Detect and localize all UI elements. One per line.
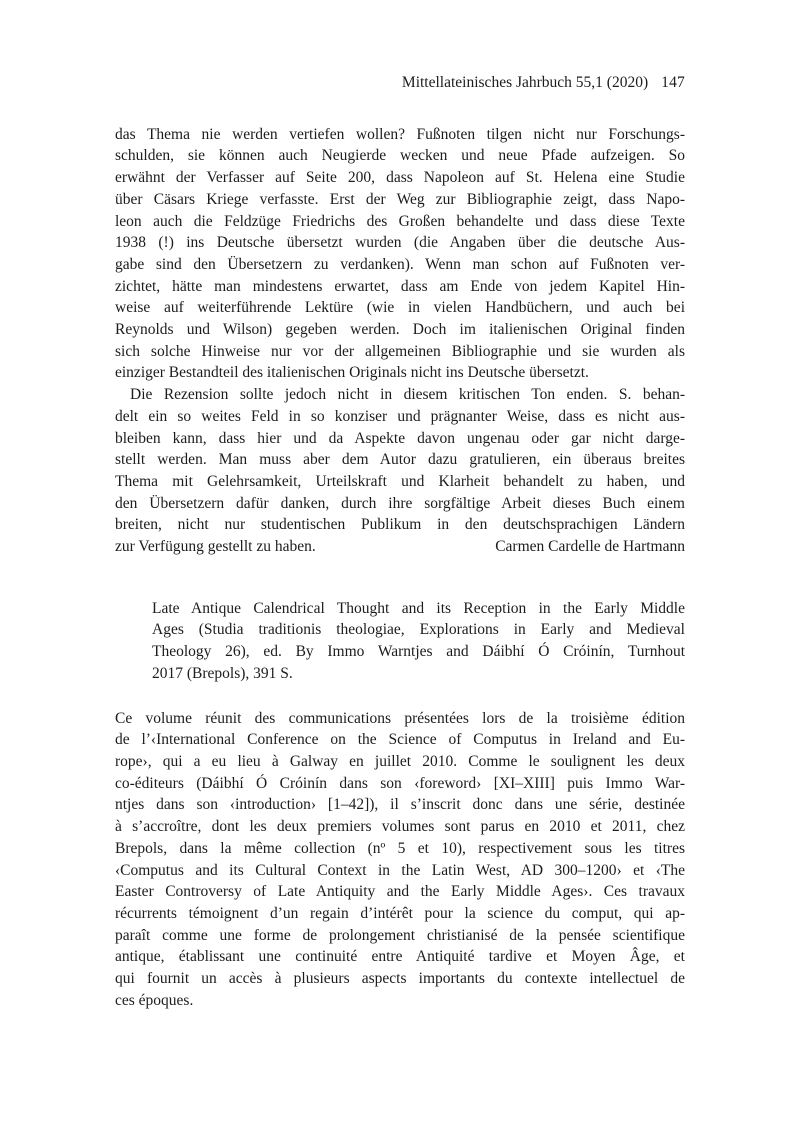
text-line: gabe sind den Übersetzern zu verdanken). Wenn man schon auf Fußnoten ver- xyxy=(115,255,685,273)
text-line: stellt werden. Man muss aber dem Autor dazu gratulieren, ein überaus breites xyxy=(115,451,685,469)
text-line: Easter Controversy of Late Antiquity and the Early Middle Ages›. Ces travaux xyxy=(115,883,685,901)
paragraph-continuation xyxy=(115,124,685,384)
text-line: Thema mit Gelehrsamkeit, Urteilskraft und Klarheit behandelt zu haben, und xyxy=(115,472,685,490)
text-line: leon auch die Feldzüge Friedrichs des Großen behandelte und dass diese Texte xyxy=(115,212,685,230)
closing-text: zur Verfügung gestellt zu haben. xyxy=(115,538,316,556)
text-line: récurrents témoignent d’un regain d’intérêt pour la science du comput, qui ap- xyxy=(115,904,685,922)
text-line: co-éditeurs (Dáibhí Ó Cróinín dans son ‹foreword› [XI–XIII] puis Immo War- xyxy=(115,774,685,792)
text-line: sich solche Hinweise nur vor der allgemeinen Bibliographie und sie wurden als xyxy=(115,342,685,360)
text-line: bleiben kann, dass hier und da Aspekte davon ungenau oder gar nicht darge- xyxy=(115,429,685,447)
text-line: zichtet, hätte man mindestens erwartet, dass am Ende von jedem Kapitel Hin- xyxy=(115,277,685,295)
text-line: Ce volume réunit des communications présentées lors de la troisième édition xyxy=(115,709,685,727)
journal-title: Mittellateinisches Jahrbuch 55,1 (2020) xyxy=(401,74,649,91)
text-line: 1938 (!) ins Deutsche übersetzt wurden (die Angaben über die deutsche Aus- xyxy=(115,234,685,252)
text-line: ‹Computus and its Cultural Context in the Latin West, AD 300–1200› et ‹The xyxy=(115,861,685,879)
paragraph-closing xyxy=(115,384,685,536)
text-line: paraît comme une forme de prolongement christianisé de la pensée scientifique xyxy=(115,926,685,944)
text-line: Late Antique Calendrical Thought and its Reception in the Early Middle xyxy=(152,599,685,617)
text-line: den Übersetzern dafür danken, durch ihre sorgfältige Arbeit dieses Buch einem xyxy=(115,494,685,512)
text-line: de l’‹International Conference on the Science of Computus in Ireland and Eu- xyxy=(115,731,685,749)
text-line: Die Rezension sollte jedoch nicht in diesem kritischen Ton enden. S. behan- xyxy=(130,386,685,404)
review-conclusion xyxy=(115,124,685,558)
book-review-heading xyxy=(152,598,685,685)
text-line: einziger Bestandteil des italienischen Originals nicht ins Deutsche übersetzt. xyxy=(115,364,589,382)
text-line: über Cäsars Kriege verfasste. Erst der Weg zur Bibliographie zeigt, dass Napo- xyxy=(115,190,685,208)
text-line: rope›, qui a eu lieu à Galway en juillet 2010. Comme le soulignent les deux xyxy=(115,752,685,770)
text-line: breiten, nicht nur studentischen Publikum in den deutschsprachigen Ländern xyxy=(115,516,685,534)
text-line: schulden, sie können auch Neugierde wecken und neue Pfade aufzeigen. So xyxy=(115,147,685,165)
running-head xyxy=(115,72,685,94)
text-line: Brepols, dans la même collection (nº 5 et 10), respectivement sous les titres xyxy=(115,839,685,857)
reviewer-signature: Carmen Cardelle de Hartmann xyxy=(495,538,685,556)
text-line: Theology 26), ed. By Immo Warntjes and Dáibhí Ó Cróinín, Turnhout xyxy=(152,643,685,661)
text-line: Reynolds und Wilson) gegeben werden. Doch im italienischen Original finden xyxy=(115,321,685,339)
text-line: ces époques. xyxy=(115,991,194,1009)
text-line: antique, établissant une continuité entre Antiquité tardive et Moyen Âge, et xyxy=(115,948,685,966)
text-line: qui fournit un accès à plusieurs aspects importants du contexte intellectuel de xyxy=(115,970,685,988)
text-line: das Thema nie werden vertiefen wollen? Fußnoten tilgen nicht nur Forschungs- xyxy=(115,125,685,143)
text-line: erwähnt der Verfasser auf Seite 200, dass Napoleon auf St. Helena eine Studie xyxy=(115,169,685,187)
text-line: ntjes dans son ‹introduction› [1–42]), il s’inscrit donc dans une série, destinée xyxy=(115,796,685,814)
text-line: 2017 (Brepols), 391 S. xyxy=(152,664,293,682)
text-line: delt ein so weites Feld in so konziser und prägnanter Weise, dass es nicht aus- xyxy=(115,407,685,425)
text-line: weise auf weiterführende Lektüre (wie in vielen Handbüchern, und auch bei xyxy=(115,299,685,317)
text-line: à s’accroître, dont les deux premiers volumes sont parus en 2010 et 2011, chez xyxy=(115,818,685,836)
review-body-french xyxy=(115,708,685,1012)
text-line: Ages (Studia traditionis theologiae, Explorations in Early and Medieval xyxy=(152,621,685,639)
page-number: 147 xyxy=(661,74,685,91)
closing-row xyxy=(115,536,685,558)
